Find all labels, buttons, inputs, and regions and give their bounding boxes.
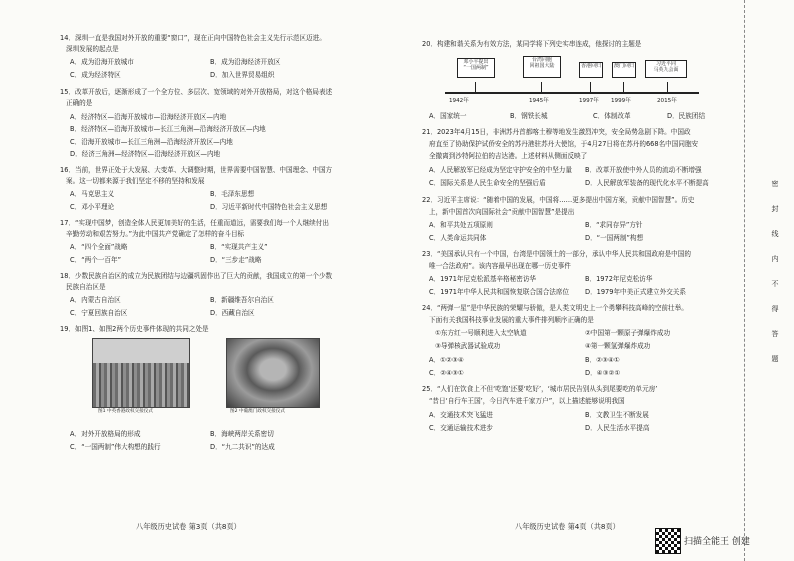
q19-stem: 19．如图1、如图2两个历史事件体现的共同之处是 bbox=[60, 325, 209, 333]
q24-event-4: ④第一颗氢弹爆炸成功 bbox=[585, 342, 651, 350]
q24-option-b: B．②③④① bbox=[585, 356, 620, 364]
scanner-watermark: 扫描全能王 创建 bbox=[684, 537, 750, 547]
macau-handover-photo bbox=[226, 338, 320, 408]
timeline-tick bbox=[590, 82, 591, 92]
q20-option-c: C．体制改革 bbox=[593, 112, 631, 120]
q16-option-d: D．习近平新时代中国特色社会主义思想 bbox=[210, 203, 328, 211]
seal-char: 答 bbox=[771, 330, 779, 337]
seal-char: 封 bbox=[771, 205, 779, 212]
q24-option-a: A．①②③④ bbox=[429, 356, 464, 364]
seal-char: 得 bbox=[771, 305, 779, 312]
timeline-event-4: 澳门回归 bbox=[612, 62, 636, 78]
right-page-footer: 八年级历史试卷 第4页（共8页） bbox=[515, 522, 620, 531]
q22-stem-cont: 上，新中国首次向国际社会“贡献中国智慧”是提出 bbox=[429, 208, 575, 216]
q18-option-c: C．宁夏回族自治区 bbox=[70, 309, 128, 317]
q24-event-3: ③导弹核武器试验成功 bbox=[435, 342, 501, 350]
timeline-year-3: 1997年 bbox=[579, 98, 599, 104]
q24-stem: 24．“两弹一星”是中华民族的荣耀与骄傲，是人类文明史上一个勇攀科技高峰的空前壮举。 bbox=[422, 304, 688, 312]
seal-char: 题 bbox=[771, 355, 779, 362]
q19-option-d: D．“九二共识”的达成 bbox=[210, 443, 275, 451]
q24-stem-cont: 下面有关我国科技事业发展的重大事件排列顺序正确的是 bbox=[429, 316, 594, 324]
q20-stem: 20．构建和谐关系为有效方法，某同学将下列史实串连成，他探讨的主题是 bbox=[422, 40, 642, 48]
q21-stem: 21．2023年4月15日，非洲苏丹首都喀土穆等地发生激烈冲突，安全局势急剧下降。中国政 bbox=[422, 128, 691, 136]
q17-option-c: C．“两个一百年” bbox=[70, 256, 121, 264]
timeline-year-1: 1942年 bbox=[449, 98, 469, 104]
q23-stem: 23．“美国承认只有一个中国，台湾是中国领土的一部分，承认中华人民共和国政府是中国的 bbox=[422, 250, 691, 258]
seal-char: 密 bbox=[771, 180, 779, 187]
q16-option-a: A．马克思主义 bbox=[70, 190, 115, 198]
timeline-tick bbox=[623, 82, 624, 92]
timeline-tick bbox=[667, 82, 668, 92]
q24-event-2: ②中国第一颗原子弹爆炸成功 bbox=[585, 329, 671, 337]
q24-option-d: D．④③②① bbox=[585, 369, 621, 377]
q25-stem-cont: “昔日‘自行车王国’，今日汽车进千家万户”，以上描述能够说明我国 bbox=[429, 397, 625, 405]
timeline-tick bbox=[541, 82, 542, 92]
q25-option-d: D．人民生活水平提高 bbox=[585, 424, 650, 432]
timeline-event-2: 台湾同胞 回祖国大陆 bbox=[523, 56, 561, 78]
timeline-tick bbox=[475, 82, 476, 92]
q24-option-c: C．②④③① bbox=[429, 369, 464, 377]
q14-option-c: C．成为经济特区 bbox=[70, 71, 121, 79]
q15-option-d: D．经济三角洲—经济特区—沿海经济开放区—内地 bbox=[70, 150, 221, 158]
q20-option-d: D．民族团结 bbox=[667, 112, 706, 120]
q14-option-a: A．成为沿海开放城市 bbox=[70, 58, 134, 66]
q17-stem: 17．“实现中国梦，创造全体人民更加美好的生活，任重而道远，需要我们每一个人继续付出 bbox=[60, 219, 329, 227]
q23-option-c: C．1971年中华人民共和国恢复联合国合法席位 bbox=[429, 288, 570, 296]
q16-stem: 16．当前，世界正处于大发展、大变革、大调整时期，世界需要中国智慧、中国理念、中国方 bbox=[60, 166, 333, 174]
timeline-axis bbox=[445, 92, 699, 94]
q14-option-d: D．加入世界贸易组织 bbox=[210, 71, 275, 79]
seal-char: 内 bbox=[771, 255, 779, 262]
q16-option-b: B．毛泽东思想 bbox=[210, 190, 255, 198]
q18-option-d: D．西藏自治区 bbox=[210, 309, 255, 317]
q17-option-a: A．“四个全面”战略 bbox=[70, 243, 128, 251]
q17-option-b: B．“实现共产主义” bbox=[210, 243, 268, 251]
q22-option-b: B．“求同存异”方针 bbox=[585, 221, 643, 229]
q22-option-d: D．“一国两制”构想 bbox=[585, 234, 644, 242]
q19-option-c: C．“一国两制”伟大构想的践行 bbox=[70, 443, 161, 451]
q25-option-b: B．文教卫生不断发展 bbox=[585, 411, 649, 419]
figure1-caption: 图1 中英香港政权交接仪式 bbox=[98, 409, 153, 414]
q21-option-b: B．改革开放使中外人员的流动不断增强 bbox=[585, 166, 702, 174]
timeline-year-2: 1945年 bbox=[529, 98, 549, 104]
left-page-footer: 八年级历史试卷 第3页（共8页） bbox=[136, 522, 241, 531]
q16-option-c: C．邓小平理论 bbox=[70, 203, 115, 211]
seal-char: 线 bbox=[771, 230, 779, 237]
q19-option-a: A．对外开放格局的形成 bbox=[70, 430, 141, 438]
q15-option-c: C．沿海开放城市—长江三角洲—沿海经济开放区—内地 bbox=[70, 138, 233, 146]
timeline-year-5: 2015年 bbox=[657, 98, 677, 104]
q15-stem-cont: 正确的是 bbox=[66, 99, 93, 107]
q23-option-a: A．1971年尼克松派基辛格秘密访华 bbox=[429, 275, 537, 283]
q19-option-b: B．海峡两岸关系密切 bbox=[210, 430, 274, 438]
q15-option-a: A．经济特区—沿海开放城市—沿海经济开放区—内地 bbox=[70, 113, 227, 121]
q17-stem-cont: 辛勤劳动和艰苦努力。”为此中国共产党确定了怎样的奋斗目标 bbox=[66, 230, 245, 238]
q21-stem-cont: 府直至了协助保护试侨安全的苏丹港驻苏丹大使馆，于4月27日将在苏丹的668名中国同胞安 bbox=[429, 140, 699, 148]
q18-option-a: A．内蒙古自治区 bbox=[70, 296, 121, 304]
timeline-event-3: 香港回归 bbox=[579, 62, 603, 78]
timeline-year-4: 1999年 bbox=[611, 98, 631, 104]
q21-stem-cont2: 全撤离到沙特阿拉伯的吉达港。上述材料从侧面反映了 bbox=[429, 152, 588, 160]
q22-option-a: A．和平共处五项原则 bbox=[429, 221, 493, 229]
q14-stem-cont: 深圳发展的起点是 bbox=[66, 45, 119, 53]
q15-option-b: B．经济特区—沿海开放城市—长江三角洲—沿海经济开放区—内地 bbox=[70, 125, 266, 133]
timeline-event-1: 邓小平提出 “一国两制” bbox=[457, 58, 495, 78]
q24-event-1: ①东方红一号顺利进入太空轨道 bbox=[435, 329, 527, 337]
q15-stem: 15．改革开放后，逐渐形成了一个全方位、多层次、宽领域的对外开放格局，对这个格局表述 bbox=[60, 88, 333, 96]
figure2-caption: 图2 中葡澳门政权交接仪式 bbox=[230, 409, 285, 414]
q21-option-a: A．人民解放军已经成为坚定守护安全的中坚力量 bbox=[429, 166, 572, 174]
q20-option-a: A．国家统一 bbox=[429, 112, 467, 120]
q25-option-c: C．交通运输技术进步 bbox=[429, 424, 493, 432]
q18-stem: 18．少数民族自治区的成立为民族团结与边疆巩固作出了巨大的贡献，我国成立的第一个少数 bbox=[60, 272, 333, 280]
seal-char: 不 bbox=[771, 280, 779, 287]
q18-stem-cont: 民族自治区是 bbox=[66, 283, 106, 291]
q17-option-d: D．“三步走”战略 bbox=[210, 256, 262, 264]
hong-kong-handover-photo bbox=[92, 338, 190, 408]
q22-stem: 22．习近平主席说：“随着中国的发展，中国将……更多提出中国方案，贡献中国智慧”。历史 bbox=[422, 196, 695, 204]
q23-option-d: D．1979年中美正式建立外交关系 bbox=[585, 288, 686, 296]
q25-stem: 25．“人们在饮食上不但‘吃饱’还要‘吃好’，‘城市居民告别从头到尾要吃的单元房’ bbox=[422, 385, 658, 393]
q23-stem-cont: 唯一合法政府”。该内容最早出现在哪一历史事件 bbox=[429, 262, 571, 270]
q22-option-c: C．人类命运共同体 bbox=[429, 234, 487, 242]
q14-option-b: B．成为沿海经济开放区 bbox=[210, 58, 281, 66]
q16-stem-cont: 案。这一切都来源于我们坚定不移的坚持和发展 bbox=[66, 177, 205, 185]
right-page bbox=[405, 0, 745, 561]
qr-code-icon bbox=[655, 528, 681, 554]
timeline-event-5: 习近平同 马英九会面 bbox=[645, 60, 687, 78]
q20-option-b: B．钢铁长城 bbox=[510, 112, 548, 120]
q25-option-a: A．交通技术突飞猛进 bbox=[429, 411, 493, 419]
q18-option-b: B．新疆维吾尔自治区 bbox=[210, 296, 274, 304]
q23-option-b: B．1972年尼克松访华 bbox=[585, 275, 653, 283]
seal-line-strip bbox=[744, 0, 794, 561]
q14-stem: 14．深圳一直是我国对外开放的重要“窗口”，现在正向中国特色社会主义先行示范区迈进。 bbox=[60, 34, 326, 42]
q21-option-c: C．国际关系是人民生命安全的坚强后盾 bbox=[429, 179, 546, 187]
q21-option-d: D．人民解放军装备的现代化水平不断提高 bbox=[585, 179, 709, 187]
